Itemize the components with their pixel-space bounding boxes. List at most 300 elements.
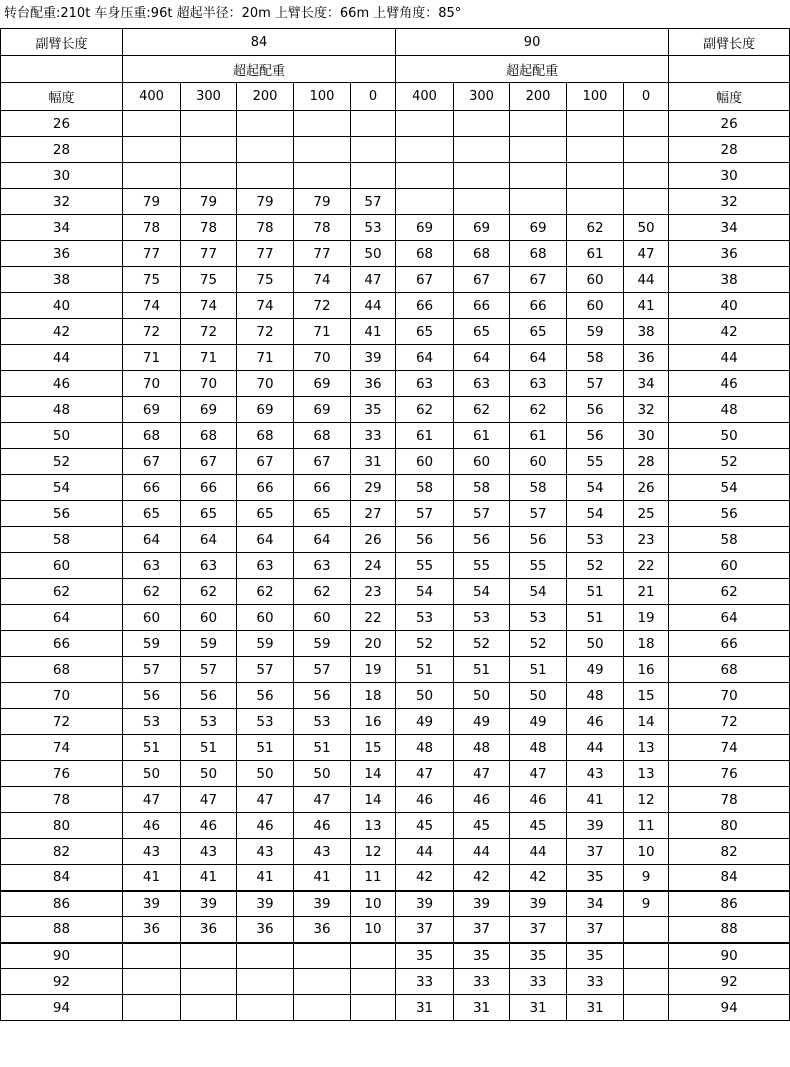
load-cell: 69 bbox=[123, 397, 181, 423]
table-row bbox=[1, 241, 790, 267]
table-row bbox=[1, 553, 790, 579]
table-row bbox=[1, 137, 790, 163]
load-cell: 51 bbox=[567, 605, 624, 631]
load-cell: 66 bbox=[396, 293, 454, 319]
load-cell: 69 bbox=[294, 371, 351, 397]
load-cell: 44 bbox=[567, 735, 624, 761]
load-cell bbox=[624, 995, 669, 1021]
load-cell bbox=[624, 943, 669, 969]
load-cell: 45 bbox=[396, 813, 454, 839]
load-cell: 60 bbox=[454, 449, 510, 475]
table-row bbox=[1, 475, 790, 501]
page-title: 转台配重:210t 车身压重:96t 超起半径：20m 上臂长度：66m 上臂角度：85° bbox=[4, 6, 462, 21]
load-cell: 64 bbox=[396, 345, 454, 371]
load-cell: 48 bbox=[510, 735, 567, 761]
load-cell: 57 bbox=[510, 501, 567, 527]
load-cell: 72 bbox=[181, 319, 237, 345]
load-cell bbox=[624, 189, 669, 215]
load-cell: 41 bbox=[624, 293, 669, 319]
load-cell: 68 bbox=[294, 423, 351, 449]
radius-cell: 54 bbox=[1, 475, 123, 501]
load-cell: 42 bbox=[454, 865, 510, 891]
load-cell: 70 bbox=[294, 345, 351, 371]
radius-cell: 60 bbox=[1, 553, 123, 579]
load-cell: 34 bbox=[624, 371, 669, 397]
load-cell: 50 bbox=[237, 761, 294, 787]
load-cell: 47 bbox=[624, 241, 669, 267]
load-cell: 50 bbox=[454, 683, 510, 709]
load-cell: 77 bbox=[123, 241, 181, 267]
load-cell: 39 bbox=[454, 891, 510, 917]
load-cell: 23 bbox=[351, 579, 396, 605]
load-cell: 63 bbox=[510, 371, 567, 397]
load-cell: 33 bbox=[454, 969, 510, 995]
load-cell: 52 bbox=[396, 631, 454, 657]
left-boom-length-label: 副臂长度 bbox=[1, 29, 123, 56]
load-cell: 46 bbox=[123, 813, 181, 839]
load-cell bbox=[237, 111, 294, 137]
load-cell: 33 bbox=[567, 969, 624, 995]
table-row bbox=[1, 501, 790, 527]
load-cell bbox=[624, 137, 669, 163]
radius-cell: 58 bbox=[1, 527, 123, 553]
load-cell bbox=[624, 917, 669, 943]
load-cell: 19 bbox=[624, 605, 669, 631]
load-cell: 64 bbox=[181, 527, 237, 553]
table-row bbox=[1, 371, 790, 397]
load-cell bbox=[454, 111, 510, 137]
load-cell: 48 bbox=[567, 683, 624, 709]
load-cell bbox=[123, 163, 181, 189]
load-cell: 65 bbox=[237, 501, 294, 527]
load-cell: 57 bbox=[567, 371, 624, 397]
load-cell: 47 bbox=[396, 761, 454, 787]
load-cell: 49 bbox=[567, 657, 624, 683]
load-cell: 71 bbox=[294, 319, 351, 345]
load-cell: 27 bbox=[351, 501, 396, 527]
load-cell: 57 bbox=[123, 657, 181, 683]
load-cell: 13 bbox=[624, 761, 669, 787]
load-cell: 48 bbox=[454, 735, 510, 761]
load-cell: 37 bbox=[567, 917, 624, 943]
table-row bbox=[1, 293, 790, 319]
radius-cell: 92 bbox=[669, 969, 790, 995]
load-cell: 56 bbox=[510, 527, 567, 553]
load-cell: 74 bbox=[181, 293, 237, 319]
radius-cell: 34 bbox=[669, 215, 790, 241]
table-row bbox=[1, 215, 790, 241]
load-cell: 50 bbox=[510, 683, 567, 709]
load-cell: 54 bbox=[510, 579, 567, 605]
load-cell: 45 bbox=[510, 813, 567, 839]
load-cell: 51 bbox=[567, 579, 624, 605]
radius-cell: 90 bbox=[1, 943, 123, 969]
radius-cell: 86 bbox=[1, 891, 123, 917]
table-row bbox=[1, 865, 790, 891]
load-cell bbox=[294, 137, 351, 163]
load-cell bbox=[396, 137, 454, 163]
radius-cell: 72 bbox=[1, 709, 123, 735]
cw-col: 400 bbox=[123, 83, 181, 111]
load-cell: 49 bbox=[454, 709, 510, 735]
radius-cell: 78 bbox=[1, 787, 123, 813]
load-cell: 58 bbox=[510, 475, 567, 501]
load-cell: 58 bbox=[454, 475, 510, 501]
load-cell: 60 bbox=[123, 605, 181, 631]
load-cell: 41 bbox=[351, 319, 396, 345]
load-cell: 53 bbox=[567, 527, 624, 553]
load-cell: 67 bbox=[396, 267, 454, 293]
load-cell: 77 bbox=[181, 241, 237, 267]
table-row bbox=[1, 111, 790, 137]
load-cell: 72 bbox=[294, 293, 351, 319]
load-cell: 35 bbox=[351, 397, 396, 423]
load-cell: 59 bbox=[181, 631, 237, 657]
load-cell bbox=[510, 163, 567, 189]
load-cell bbox=[454, 189, 510, 215]
table-row bbox=[1, 735, 790, 761]
load-cell: 72 bbox=[123, 319, 181, 345]
load-cell bbox=[181, 111, 237, 137]
load-cell: 46 bbox=[396, 787, 454, 813]
radius-cell: 28 bbox=[1, 137, 123, 163]
load-cell: 47 bbox=[454, 761, 510, 787]
radius-cell: 64 bbox=[669, 605, 790, 631]
load-cell: 36 bbox=[624, 345, 669, 371]
load-cell bbox=[123, 137, 181, 163]
load-cell bbox=[510, 189, 567, 215]
load-cell: 47 bbox=[294, 787, 351, 813]
load-cell: 23 bbox=[624, 527, 669, 553]
load-cell: 75 bbox=[123, 267, 181, 293]
radius-cell: 92 bbox=[1, 969, 123, 995]
load-cell: 49 bbox=[510, 709, 567, 735]
load-cell: 63 bbox=[237, 553, 294, 579]
load-cell: 75 bbox=[181, 267, 237, 293]
load-cell: 16 bbox=[351, 709, 396, 735]
load-cell bbox=[567, 137, 624, 163]
load-cell: 63 bbox=[396, 371, 454, 397]
load-cell bbox=[294, 969, 351, 995]
radius-cell: 86 bbox=[669, 891, 790, 917]
radius-cell: 40 bbox=[1, 293, 123, 319]
load-cell bbox=[567, 111, 624, 137]
radius-cell: 90 bbox=[669, 943, 790, 969]
load-cell: 64 bbox=[294, 527, 351, 553]
radius-cell: 62 bbox=[1, 579, 123, 605]
radius-cell: 78 bbox=[669, 787, 790, 813]
load-cell: 70 bbox=[181, 371, 237, 397]
table-row bbox=[1, 995, 790, 1021]
load-cell bbox=[567, 163, 624, 189]
load-cell: 41 bbox=[237, 865, 294, 891]
load-cell bbox=[181, 137, 237, 163]
load-cell: 57 bbox=[181, 657, 237, 683]
load-cell: 22 bbox=[624, 553, 669, 579]
load-cell: 26 bbox=[624, 475, 669, 501]
load-chart-table bbox=[0, 28, 790, 1021]
load-cell: 31 bbox=[567, 995, 624, 1021]
load-cell: 51 bbox=[237, 735, 294, 761]
load-cell: 36 bbox=[181, 917, 237, 943]
load-cell: 36 bbox=[123, 917, 181, 943]
radius-cell: 52 bbox=[669, 449, 790, 475]
radius-cell: 32 bbox=[669, 189, 790, 215]
radius-cell: 30 bbox=[1, 163, 123, 189]
load-cell: 44 bbox=[624, 267, 669, 293]
load-cell: 22 bbox=[351, 605, 396, 631]
radius-cell: 82 bbox=[669, 839, 790, 865]
load-cell: 39 bbox=[510, 891, 567, 917]
load-cell: 66 bbox=[294, 475, 351, 501]
load-cell: 61 bbox=[567, 241, 624, 267]
load-cell: 56 bbox=[454, 527, 510, 553]
load-cell bbox=[624, 111, 669, 137]
radius-cell: 36 bbox=[669, 241, 790, 267]
load-cell bbox=[351, 163, 396, 189]
load-cell: 43 bbox=[294, 839, 351, 865]
radius-cell: 88 bbox=[1, 917, 123, 943]
load-cell: 53 bbox=[396, 605, 454, 631]
load-cell: 70 bbox=[123, 371, 181, 397]
radius-cell: 76 bbox=[669, 761, 790, 787]
load-cell: 47 bbox=[510, 761, 567, 787]
load-cell: 31 bbox=[454, 995, 510, 1021]
load-cell: 65 bbox=[294, 501, 351, 527]
load-cell: 25 bbox=[624, 501, 669, 527]
load-cell: 79 bbox=[181, 189, 237, 215]
table-row bbox=[1, 969, 790, 995]
load-cell bbox=[123, 995, 181, 1021]
load-cell: 12 bbox=[624, 787, 669, 813]
cw-col: 400 bbox=[396, 83, 454, 111]
load-cell: 56 bbox=[123, 683, 181, 709]
load-cell: 51 bbox=[294, 735, 351, 761]
load-cell: 50 bbox=[396, 683, 454, 709]
load-cell: 41 bbox=[567, 787, 624, 813]
table-row bbox=[1, 631, 790, 657]
load-cell: 56 bbox=[567, 397, 624, 423]
load-cell: 53 bbox=[237, 709, 294, 735]
load-cell: 67 bbox=[123, 449, 181, 475]
load-cell bbox=[396, 189, 454, 215]
load-cell bbox=[351, 111, 396, 137]
load-cell bbox=[624, 163, 669, 189]
load-cell: 47 bbox=[351, 267, 396, 293]
cw-col: 200 bbox=[237, 83, 294, 111]
load-cell: 60 bbox=[396, 449, 454, 475]
load-cell: 56 bbox=[237, 683, 294, 709]
radius-cell: 54 bbox=[669, 475, 790, 501]
radius-cell: 68 bbox=[669, 657, 790, 683]
load-cell: 15 bbox=[351, 735, 396, 761]
load-cell: 59 bbox=[294, 631, 351, 657]
radius-cell: 46 bbox=[1, 371, 123, 397]
load-cell: 62 bbox=[237, 579, 294, 605]
load-cell: 50 bbox=[624, 215, 669, 241]
load-cell: 39 bbox=[396, 891, 454, 917]
cw-col: 100 bbox=[294, 83, 351, 111]
load-cell: 43 bbox=[237, 839, 294, 865]
load-cell: 33 bbox=[510, 969, 567, 995]
radius-cell: 28 bbox=[669, 137, 790, 163]
load-cell: 32 bbox=[624, 397, 669, 423]
load-cell: 62 bbox=[294, 579, 351, 605]
load-cell: 65 bbox=[510, 319, 567, 345]
radius-cell: 64 bbox=[1, 605, 123, 631]
load-cell bbox=[237, 995, 294, 1021]
table-row bbox=[1, 345, 790, 371]
table-row bbox=[1, 397, 790, 423]
radius-cell: 72 bbox=[669, 709, 790, 735]
load-cell: 54 bbox=[396, 579, 454, 605]
load-cell: 62 bbox=[567, 215, 624, 241]
load-cell: 56 bbox=[396, 527, 454, 553]
radius-cell: 74 bbox=[669, 735, 790, 761]
left-empty-cell bbox=[1, 56, 123, 83]
load-cell: 63 bbox=[454, 371, 510, 397]
load-cell: 45 bbox=[454, 813, 510, 839]
load-cell: 60 bbox=[237, 605, 294, 631]
load-cell: 67 bbox=[181, 449, 237, 475]
table-row bbox=[1, 267, 790, 293]
load-cell: 78 bbox=[237, 215, 294, 241]
load-cell: 79 bbox=[237, 189, 294, 215]
load-cell: 62 bbox=[510, 397, 567, 423]
load-cell: 66 bbox=[123, 475, 181, 501]
load-cell: 79 bbox=[123, 189, 181, 215]
load-cell: 10 bbox=[351, 917, 396, 943]
load-cell: 65 bbox=[181, 501, 237, 527]
load-cell: 37 bbox=[567, 839, 624, 865]
load-cell: 35 bbox=[454, 943, 510, 969]
group2-counterweight-label: 超起配重 bbox=[396, 56, 669, 83]
group1-boom-length: 84 bbox=[123, 29, 396, 56]
load-cell: 69 bbox=[510, 215, 567, 241]
radius-cell: 38 bbox=[1, 267, 123, 293]
load-cell: 65 bbox=[454, 319, 510, 345]
load-cell: 31 bbox=[396, 995, 454, 1021]
load-cell: 74 bbox=[123, 293, 181, 319]
load-cell: 68 bbox=[181, 423, 237, 449]
load-cell: 66 bbox=[181, 475, 237, 501]
load-cell bbox=[624, 969, 669, 995]
load-cell: 31 bbox=[510, 995, 567, 1021]
load-cell: 41 bbox=[181, 865, 237, 891]
load-cell: 66 bbox=[237, 475, 294, 501]
group2-boom-length: 90 bbox=[396, 29, 669, 56]
table-row bbox=[1, 813, 790, 839]
load-cell: 35 bbox=[567, 943, 624, 969]
load-cell: 51 bbox=[123, 735, 181, 761]
radius-cell: 68 bbox=[1, 657, 123, 683]
load-cell: 66 bbox=[454, 293, 510, 319]
load-cell: 55 bbox=[396, 553, 454, 579]
table-row bbox=[1, 605, 790, 631]
table-row bbox=[1, 787, 790, 813]
load-cell: 69 bbox=[294, 397, 351, 423]
load-cell: 11 bbox=[351, 865, 396, 891]
load-cell: 56 bbox=[567, 423, 624, 449]
load-cell: 48 bbox=[396, 735, 454, 761]
radius-cell: 44 bbox=[1, 345, 123, 371]
cw-col: 0 bbox=[351, 83, 396, 111]
load-cell bbox=[181, 969, 237, 995]
load-cell: 36 bbox=[237, 917, 294, 943]
load-cell: 56 bbox=[294, 683, 351, 709]
load-cell bbox=[237, 943, 294, 969]
load-cell: 53 bbox=[181, 709, 237, 735]
load-cell: 52 bbox=[567, 553, 624, 579]
load-cell: 61 bbox=[396, 423, 454, 449]
load-cell: 11 bbox=[624, 813, 669, 839]
load-cell: 55 bbox=[567, 449, 624, 475]
load-cell: 60 bbox=[181, 605, 237, 631]
radius-cell: 40 bbox=[669, 293, 790, 319]
load-cell: 67 bbox=[454, 267, 510, 293]
load-cell: 26 bbox=[351, 527, 396, 553]
load-cell bbox=[294, 995, 351, 1021]
load-cell: 30 bbox=[624, 423, 669, 449]
load-cell: 47 bbox=[123, 787, 181, 813]
load-cell bbox=[294, 111, 351, 137]
load-cell bbox=[351, 995, 396, 1021]
radius-cell: 66 bbox=[1, 631, 123, 657]
load-cell: 67 bbox=[237, 449, 294, 475]
right-empty-cell bbox=[669, 56, 790, 83]
load-cell: 37 bbox=[396, 917, 454, 943]
load-cell: 64 bbox=[454, 345, 510, 371]
radius-cell: 76 bbox=[1, 761, 123, 787]
load-cell: 71 bbox=[237, 345, 294, 371]
load-cell bbox=[237, 137, 294, 163]
load-cell bbox=[351, 943, 396, 969]
load-cell: 31 bbox=[351, 449, 396, 475]
load-cell: 57 bbox=[396, 501, 454, 527]
radius-cell: 50 bbox=[669, 423, 790, 449]
load-cell bbox=[123, 969, 181, 995]
load-cell: 50 bbox=[123, 761, 181, 787]
radius-cell: 46 bbox=[669, 371, 790, 397]
load-cell bbox=[294, 163, 351, 189]
load-cell: 63 bbox=[181, 553, 237, 579]
radius-cell: 94 bbox=[1, 995, 123, 1021]
load-cell: 66 bbox=[510, 293, 567, 319]
load-cell: 13 bbox=[624, 735, 669, 761]
table-row bbox=[1, 189, 790, 215]
load-cell: 37 bbox=[510, 917, 567, 943]
load-cell bbox=[510, 137, 567, 163]
load-cell: 36 bbox=[351, 371, 396, 397]
load-cell: 24 bbox=[351, 553, 396, 579]
load-cell: 79 bbox=[294, 189, 351, 215]
load-cell: 58 bbox=[396, 475, 454, 501]
load-cell: 55 bbox=[510, 553, 567, 579]
load-cell: 55 bbox=[454, 553, 510, 579]
load-cell: 46 bbox=[510, 787, 567, 813]
radius-cell: 70 bbox=[669, 683, 790, 709]
load-cell bbox=[181, 163, 237, 189]
load-cell: 46 bbox=[237, 813, 294, 839]
load-cell: 77 bbox=[237, 241, 294, 267]
table-row bbox=[1, 423, 790, 449]
load-cell: 44 bbox=[510, 839, 567, 865]
load-cell: 46 bbox=[567, 709, 624, 735]
load-cell: 44 bbox=[351, 293, 396, 319]
load-cell: 68 bbox=[396, 241, 454, 267]
load-cell: 54 bbox=[567, 475, 624, 501]
table-row bbox=[1, 761, 790, 787]
